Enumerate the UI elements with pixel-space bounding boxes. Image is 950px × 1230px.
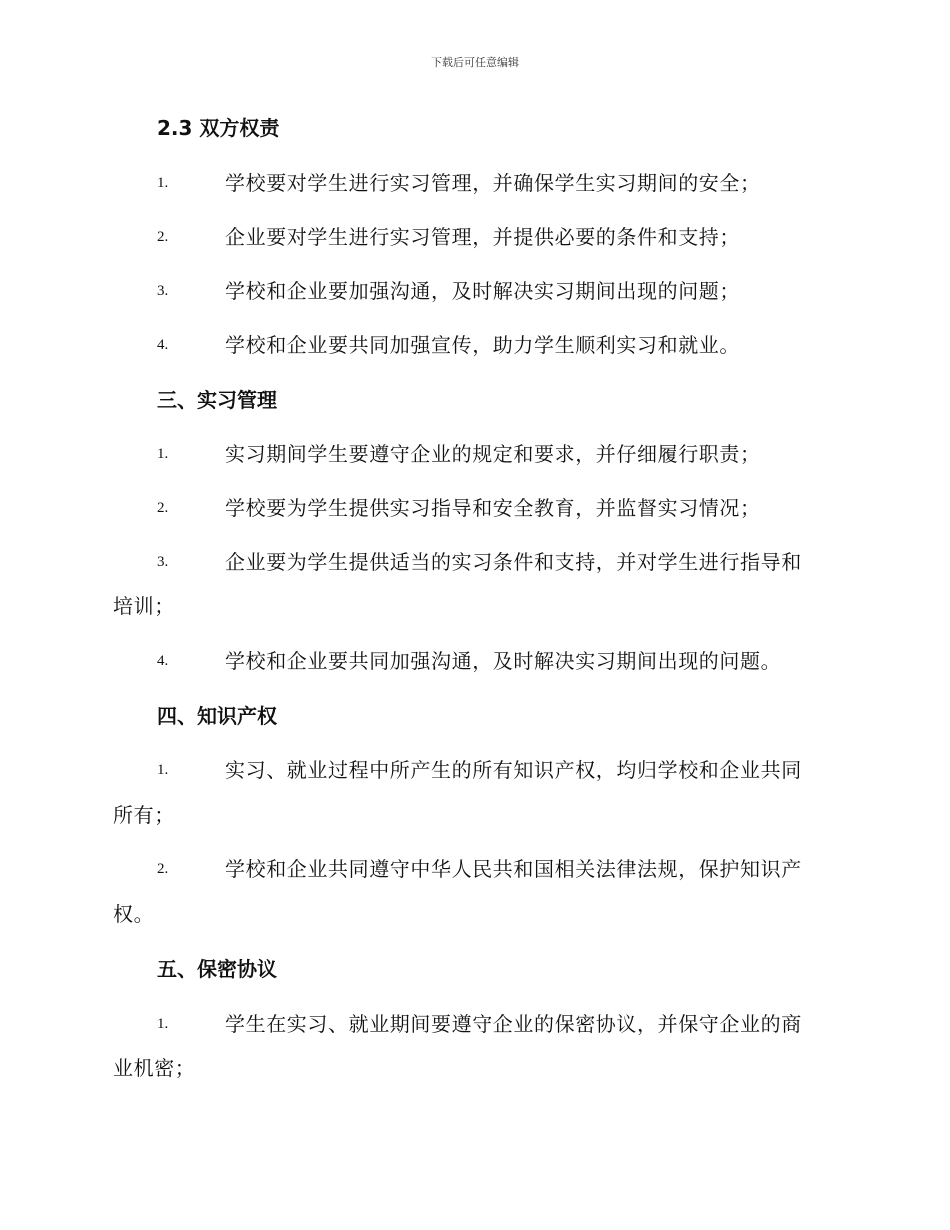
item-number: 1. <box>157 175 169 191</box>
item-number: 2. <box>157 229 169 245</box>
item-number: 2. <box>157 500 169 516</box>
item-number: 1. <box>157 762 169 778</box>
item-number: 1. <box>157 1016 169 1032</box>
item-number: 4. <box>157 337 169 353</box>
section-heading-internship-management: 三、实习管理 <box>157 388 277 412</box>
item-text: 学校和企业要共同加强宣传，助力学生顺利实习和就业。 <box>225 333 740 357</box>
section-heading-2-3: 2.3 双方权责 <box>157 116 280 140</box>
item-number: 2. <box>157 861 169 877</box>
page-header-note: 下载后可任意编辑 <box>431 56 519 69</box>
item-text: 学校要为学生提供实习指导和安全教育，并监督实习情况； <box>225 496 761 520</box>
item-text: 企业要对学生进行实习管理，并提供必要的条件和支持； <box>225 225 740 249</box>
section-heading-confidentiality: 五、保密协议 <box>157 957 277 981</box>
item-text-continuation: 培训； <box>113 594 175 618</box>
item-number: 4. <box>157 653 169 669</box>
item-text: 企业要为学生提供适当的实习条件和支持，并对学生进行指导和 <box>225 550 802 574</box>
item-text: 学校要对学生进行实习管理，并确保学生实习期间的安全； <box>225 171 761 195</box>
item-text: 学校和企业要加强沟通，及时解决实习期间出现的问题； <box>225 279 740 303</box>
item-text: 学生在实习、就业期间要遵守企业的保密协议，并保守企业的商 <box>225 1012 802 1036</box>
item-number: 1. <box>157 446 169 462</box>
item-text-continuation: 权。 <box>113 902 155 926</box>
item-text: 学校和企业要共同加强沟通，及时解决实习期间出现的问题。 <box>225 649 782 673</box>
item-text: 实习期间学生要遵守企业的规定和要求，并仔细履行职责； <box>225 442 761 466</box>
item-text: 学校和企业共同遵守中华人民共和国相关法律法规，保护知识产 <box>225 857 802 881</box>
item-number: 3. <box>157 283 169 299</box>
item-number: 3. <box>157 554 169 570</box>
section-heading-intellectual-property: 四、知识产权 <box>157 704 277 728</box>
item-text: 实习、就业过程中所产生的所有知识产权，均归学校和企业共同 <box>225 758 802 782</box>
item-text-continuation: 所有； <box>113 803 175 827</box>
item-text-continuation: 业机密； <box>113 1056 196 1080</box>
